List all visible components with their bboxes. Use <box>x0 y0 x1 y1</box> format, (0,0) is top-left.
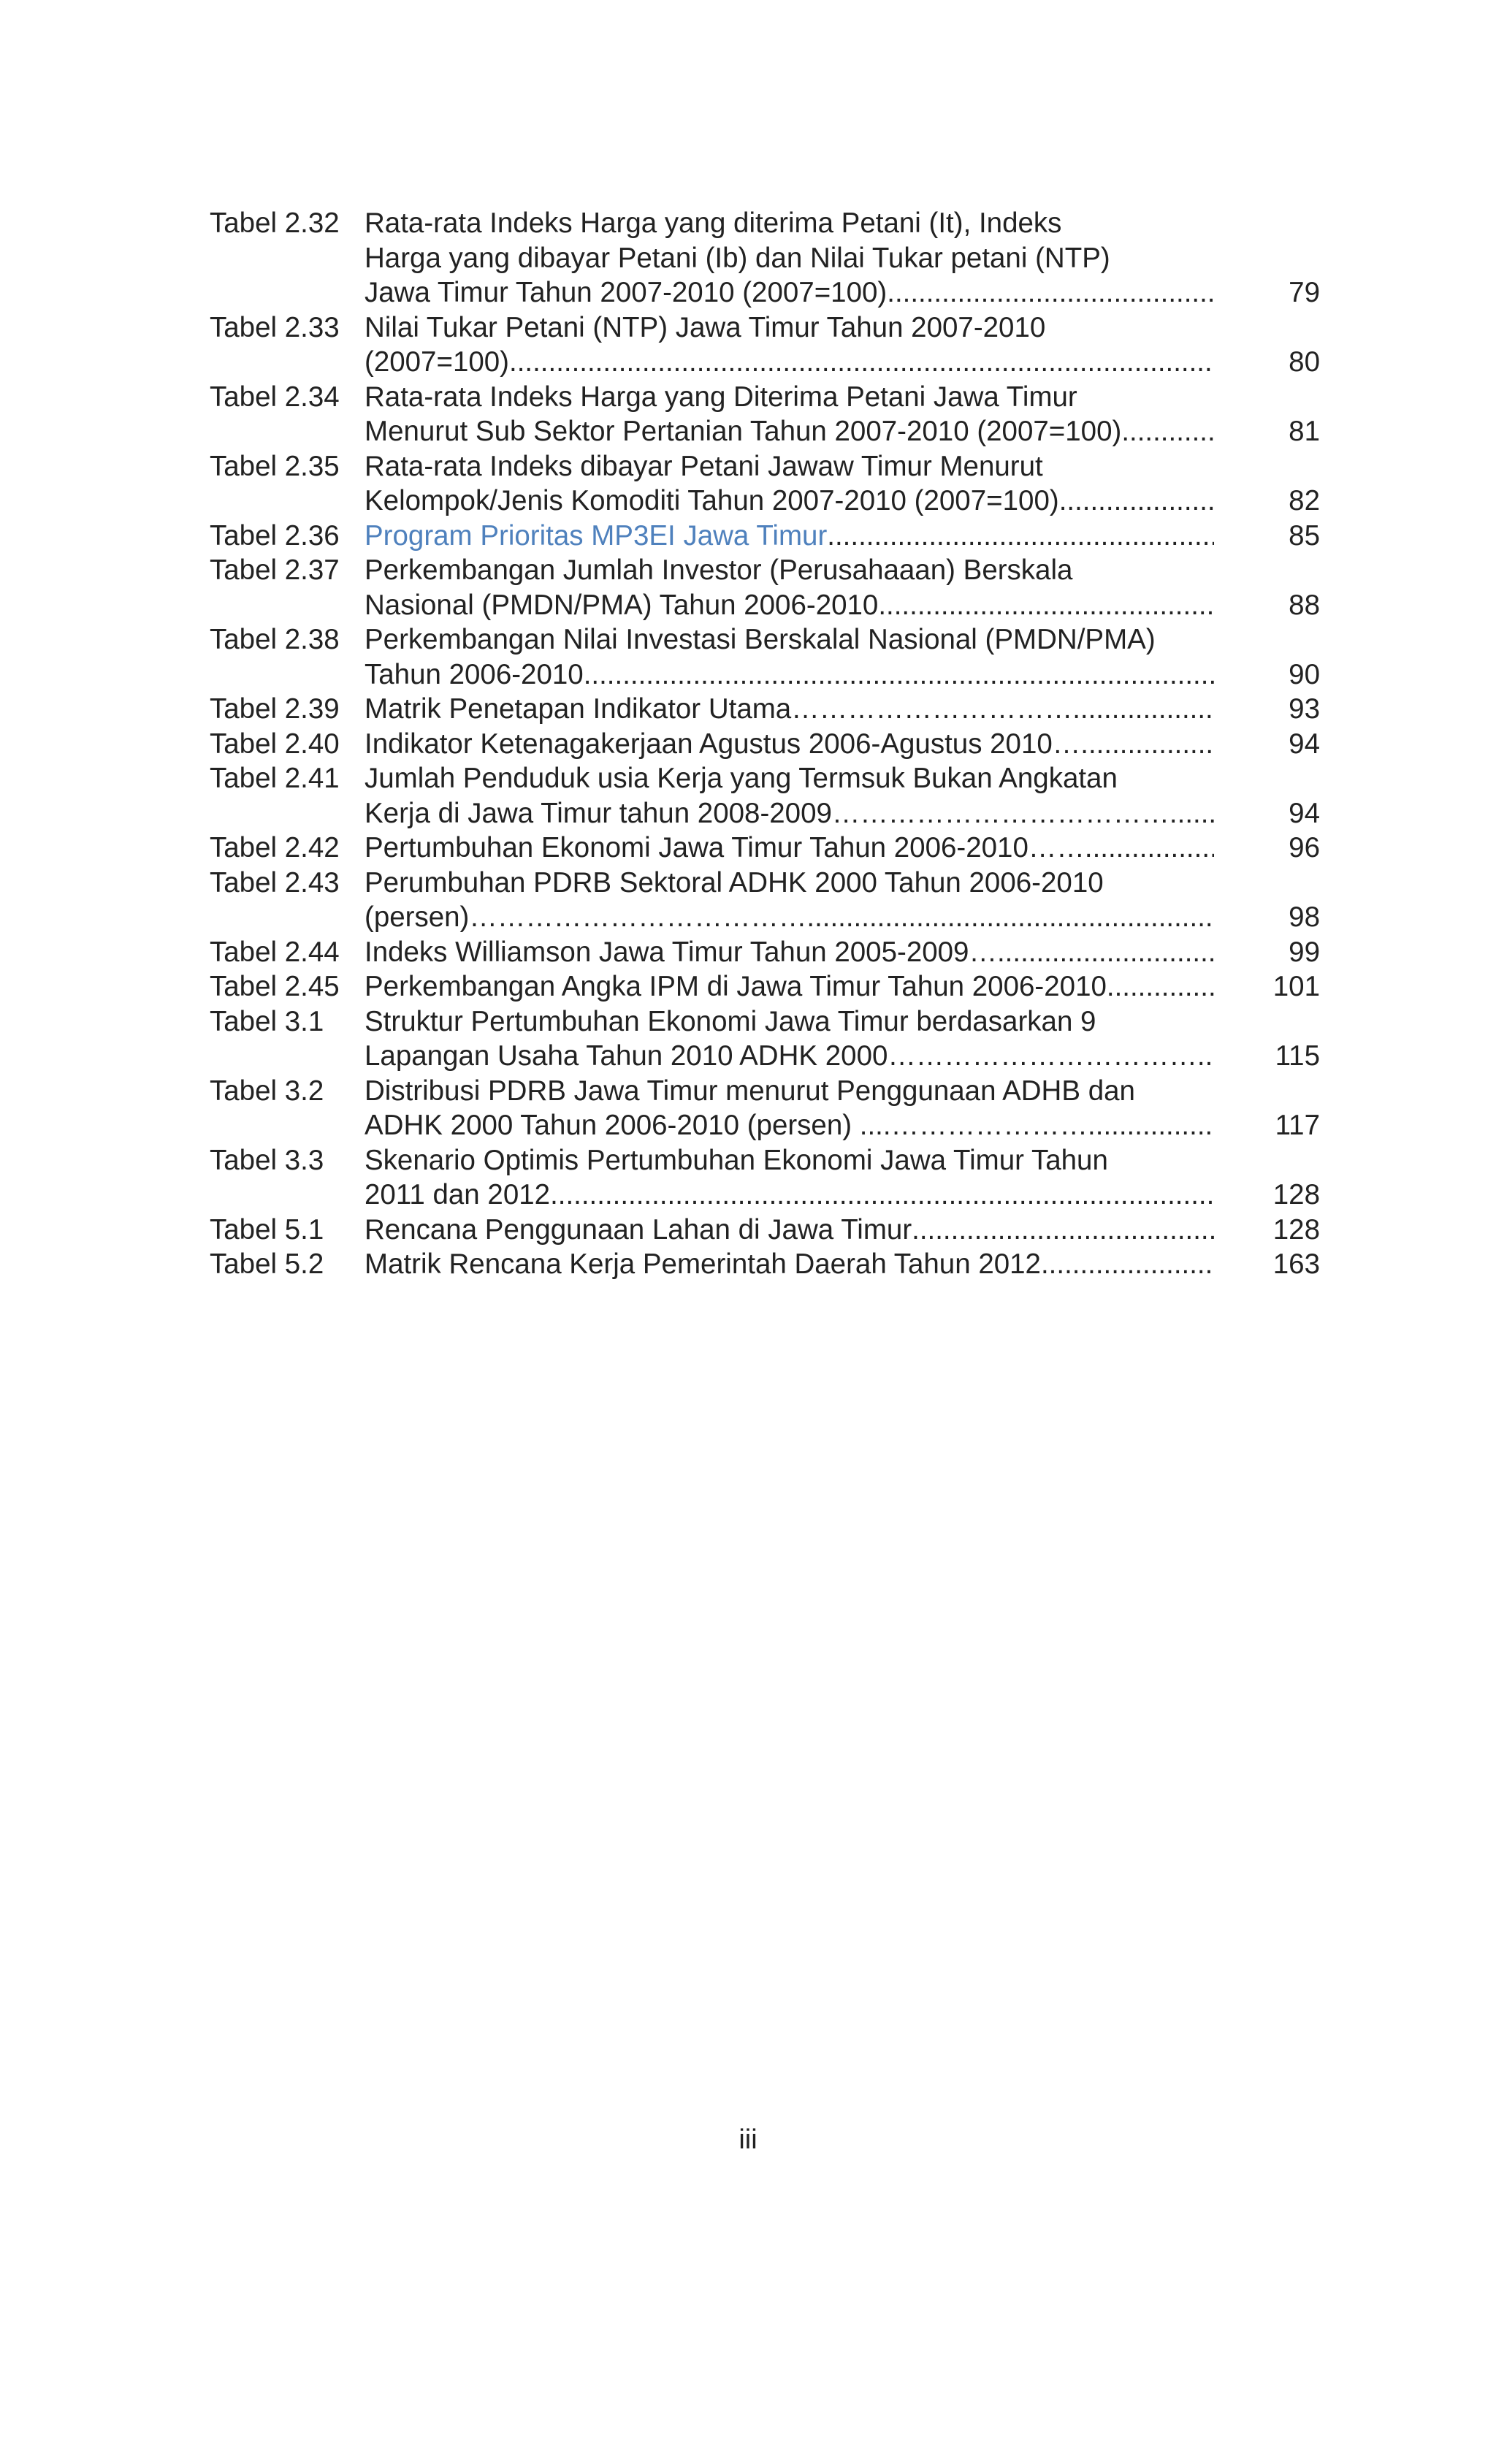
toc-entry-label: Tabel 2.44 <box>210 936 340 968</box>
dot-leader <box>912 1213 1214 1248</box>
toc-entry-label: Tabel 2.35 <box>210 450 340 482</box>
toc-entry-title-line <box>365 588 1214 623</box>
toc-entry-title <box>365 727 1214 762</box>
toc-entry-label: Tabel 2.32 <box>210 207 340 239</box>
toc-entry-title <box>365 449 1214 519</box>
toc-entry-text: Indikator Ketenagakerjaan Agustus 2006-Agustus 2010…. <box>365 728 1088 760</box>
toc-entry-page: 80 <box>1289 346 1320 378</box>
toc-entry <box>210 761 1320 831</box>
table-of-tables <box>210 206 1320 1282</box>
toc-entry-title-line <box>365 484 1214 519</box>
toc-entry-label: Tabel 2.41 <box>210 763 340 794</box>
toc-entry-title <box>365 692 1214 727</box>
toc-entry-text: Indeks Williamson Jawa Timur Tahun 2005-2009…. <box>365 936 1005 968</box>
toc-entry-title-line <box>365 345 1214 380</box>
toc-entry-page: 115 <box>1275 1040 1320 1072</box>
toc-entry-title <box>365 622 1214 692</box>
toc-entry-title-line <box>365 831 1214 866</box>
toc-entry-page: 79 <box>1289 277 1320 308</box>
toc-entry-text: Kelompok/Jenis Komoditi Tahun 2007-2010 (2007=100) <box>365 485 1059 516</box>
toc-entry-title-line <box>365 796 1214 831</box>
toc-entry-text: Perumbuhan PDRB Sektoral ADHK 2000 Tahun 2006-2010 <box>365 866 1104 899</box>
toc-entry-page: 117 <box>1275 1110 1320 1141</box>
toc-entry-title <box>365 206 1214 310</box>
toc-entry-text: Menurut Sub Sektor Pertanian Tahun 2007-2010 (2007=100) <box>365 416 1122 447</box>
toc-entry-title-line <box>365 969 1214 1004</box>
toc-entry-label: Tabel 2.38 <box>210 624 340 655</box>
toc-entry-text: Harga yang dibayar Petani (Ib) dan Nilai Tukar petani (NTP) <box>365 242 1110 274</box>
toc-entry-text: Matrik Penetapan Indikator Utama………………………… <box>365 693 1073 725</box>
toc-entry-text: (2007=100) <box>365 346 510 378</box>
toc-entry-text: Jumlah Penduduk usia Kerja yang Termsuk Bukan Angkatan <box>365 763 1118 794</box>
toc-entry-label: Tabel 2.43 <box>210 866 340 899</box>
toc-entry-page: 101 <box>1272 971 1320 1002</box>
toc-entry-title <box>365 935 1214 970</box>
toc-entry-title <box>365 519 1214 554</box>
toc-entry-title-line <box>365 866 1214 901</box>
dot-leader <box>887 275 1214 310</box>
toc-entry <box>210 1074 1320 1143</box>
toc-entry-text: Rata-rata Indeks Harga yang diterima Petani (It), Indeks <box>365 207 1062 239</box>
toc-entry <box>210 692 1320 727</box>
toc-entry-text: 2011 dan 2012 <box>365 1179 551 1210</box>
toc-entry-title-line <box>365 414 1214 449</box>
toc-entry-title <box>365 1004 1214 1074</box>
toc-entry-title-line <box>365 935 1214 970</box>
dot-leader <box>1085 831 1214 866</box>
toc-entry <box>210 310 1320 380</box>
dot-leader <box>1059 484 1214 519</box>
toc-entry-text: Tahun 2006-2010 <box>365 658 584 690</box>
toc-entry-text: Jawa Timur Tahun 2007-2010 (2007=100) <box>365 277 888 308</box>
dot-leader <box>1197 1039 1214 1074</box>
toc-entry-title-line <box>365 1143 1214 1178</box>
dot-leader <box>1041 1247 1214 1282</box>
dot-leader <box>1107 969 1214 1004</box>
toc-entry-title-line <box>365 275 1214 310</box>
toc-entry <box>210 206 1320 310</box>
toc-entry <box>210 622 1320 692</box>
dot-leader <box>1088 727 1214 762</box>
toc-entry-label: Tabel 2.40 <box>210 728 340 760</box>
toc-entry-title <box>365 1213 1214 1248</box>
dot-leader <box>1121 414 1214 449</box>
toc-entry-text: Struktur Pertumbuhan Ekonomi Jawa Timur berdasarkan 9 <box>365 1005 1096 1037</box>
toc-entry-title-line <box>365 1178 1214 1213</box>
toc-entry-text: Rencana Penggunaan Lahan di Jawa Timur <box>365 1213 912 1246</box>
toc-entry-title-line <box>365 657 1214 693</box>
toc-entry-text: Distribusi PDRB Jawa Timur menurut Penggunaan ADHB dan <box>365 1075 1135 1107</box>
toc-entry-title <box>365 831 1214 866</box>
toc-entry-title <box>365 1247 1214 1282</box>
dot-leader <box>509 345 1214 380</box>
toc-entry-title <box>365 761 1214 831</box>
toc-entry-title-line <box>365 241 1214 276</box>
dot-leader <box>550 1178 1214 1213</box>
toc-entry <box>210 727 1320 762</box>
dot-leader <box>878 588 1214 623</box>
dot-leader <box>1096 1108 1214 1143</box>
toc-entry-text: Skenario Optimis Pertumbuhan Ekonomi Jawa Timur Tahun <box>365 1144 1108 1176</box>
toc-entry-title <box>365 1143 1214 1213</box>
dot-leader <box>584 657 1214 693</box>
toc-entry-title <box>365 1074 1214 1143</box>
toc-entry-title-line <box>365 206 1214 241</box>
toc-entry-page: 98 <box>1289 901 1320 933</box>
toc-entry-page: 128 <box>1272 1179 1320 1210</box>
toc-entry <box>210 935 1320 970</box>
toc-entry-page: 88 <box>1289 589 1320 621</box>
toc-entry-title-line <box>365 900 1214 935</box>
toc-entry-text: Nasional (PMDN/PMA) Tahun 2006-2010 <box>365 589 879 621</box>
toc-entry-title-line <box>365 449 1214 484</box>
toc-entry-link[interactable]: Program Prioritas MP3EI Jawa Timur <box>365 519 828 552</box>
toc-entry-title-line <box>365 1074 1214 1109</box>
toc-entry <box>210 553 1320 622</box>
toc-entry-label: Tabel 2.33 <box>210 311 340 343</box>
toc-entry <box>210 866 1320 935</box>
toc-entry <box>210 831 1320 866</box>
toc-entry-title-line <box>365 1004 1214 1040</box>
dot-leader <box>806 900 1214 935</box>
toc-entry-label: Tabel 5.2 <box>210 1248 324 1280</box>
toc-entry <box>210 380 1320 449</box>
toc-entry-text: Perkembangan Angka IPM di Jawa Timur Tahun 2006-2010 <box>365 971 1107 1002</box>
toc-entry-page: 81 <box>1289 416 1320 447</box>
toc-entry-text: Rata-rata Indeks Harga yang Diterima Petani Jawa Timur <box>365 381 1077 413</box>
toc-entry-text: Perkembangan Nilai Investasi Berskalal Nasional (PMDN/PMA) <box>365 624 1156 655</box>
toc-entry-label: Tabel 2.36 <box>210 519 340 552</box>
toc-entry <box>210 449 1320 519</box>
toc-entry-title-line <box>365 692 1214 727</box>
toc-entry-label: Tabel 3.2 <box>210 1075 324 1107</box>
toc-entry-text: Perkembangan Jumlah Investor (Perusahaaan) Berskala <box>365 554 1073 586</box>
toc-entry-text: Rata-rata Indeks dibayar Petani Jawaw Timur Menurut <box>365 450 1043 482</box>
toc-entry-page: 94 <box>1289 797 1320 829</box>
toc-entry-label: Tabel 2.45 <box>210 971 340 1002</box>
toc-entry-title-line <box>365 727 1214 762</box>
toc-entry[interactable] <box>210 519 1320 554</box>
toc-entry-title-line <box>365 622 1214 657</box>
toc-entry-page: 99 <box>1289 936 1320 968</box>
toc-entry-label: Tabel 2.42 <box>210 832 340 863</box>
toc-entry-title-line <box>365 1108 1214 1143</box>
toc-entry <box>210 1247 1320 1282</box>
toc-entry-title-line <box>365 761 1214 796</box>
toc-entry-title-line <box>365 1213 1214 1248</box>
toc-entry-title-line <box>365 1039 1214 1074</box>
toc-entry-title <box>365 380 1214 449</box>
toc-entry-text: Lapangan Usaha Tahun 2010 ADHK 2000…………………………… <box>365 1040 1197 1072</box>
toc-entry-text: Pertumbuhan Ekonomi Jawa Timur Tahun 2006-2010…… <box>365 832 1085 863</box>
toc-entry-page: 163 <box>1272 1248 1320 1280</box>
toc-entry-text: Matrik Rencana Kerja Pemerintah Daerah Tahun 2012 <box>365 1248 1041 1280</box>
toc-entry-page: 85 <box>1289 519 1320 552</box>
toc-entry <box>210 1213 1320 1248</box>
toc-entry-title-line <box>365 1247 1214 1282</box>
dot-leader <box>827 519 1214 554</box>
toc-entry-label: Tabel 2.37 <box>210 554 340 586</box>
toc-entry-page: 93 <box>1289 693 1320 725</box>
toc-entry-title <box>365 553 1214 622</box>
toc-entry-title-line <box>365 519 1214 554</box>
toc-entry <box>210 969 1320 1004</box>
dot-leader <box>1169 796 1214 831</box>
toc-entry-title-line <box>365 553 1214 588</box>
toc-entry-label: Tabel 5.1 <box>210 1213 324 1246</box>
toc-entry-text: (persen)……………………………… <box>365 901 807 933</box>
toc-entry-title <box>365 866 1214 935</box>
toc-entry-text: Nilai Tukar Petani (NTP) Jawa Timur Tahun 2007-2010 <box>365 311 1046 343</box>
dot-leader <box>1072 692 1214 727</box>
toc-entry-title <box>365 310 1214 380</box>
toc-entry-label: Tabel 3.1 <box>210 1005 324 1037</box>
toc-entry-text: ADHK 2000 Tahun 2006-2010 (persen) ....…………………. <box>365 1110 1096 1141</box>
toc-entry-page: 94 <box>1289 728 1320 760</box>
toc-entry-label: Tabel 2.39 <box>210 693 340 725</box>
toc-entry-text: Kerja di Jawa Timur tahun 2008-2009……………………………… <box>365 797 1169 829</box>
page-number: iii <box>739 2124 757 2155</box>
toc-entry-label: Tabel 3.3 <box>210 1144 324 1176</box>
toc-entry-title <box>365 969 1214 1004</box>
toc-entry-page: 96 <box>1289 832 1320 863</box>
toc-entry-page: 82 <box>1289 485 1320 516</box>
dot-leader <box>1005 935 1214 970</box>
toc-entry-page: 90 <box>1289 658 1320 690</box>
toc-entry-label: Tabel 2.34 <box>210 381 340 413</box>
toc-entry-title-line <box>365 310 1214 346</box>
toc-entry-page: 128 <box>1272 1213 1320 1246</box>
toc-entry-title-line <box>365 380 1214 415</box>
toc-entry <box>210 1143 1320 1213</box>
toc-entry <box>210 1004 1320 1074</box>
